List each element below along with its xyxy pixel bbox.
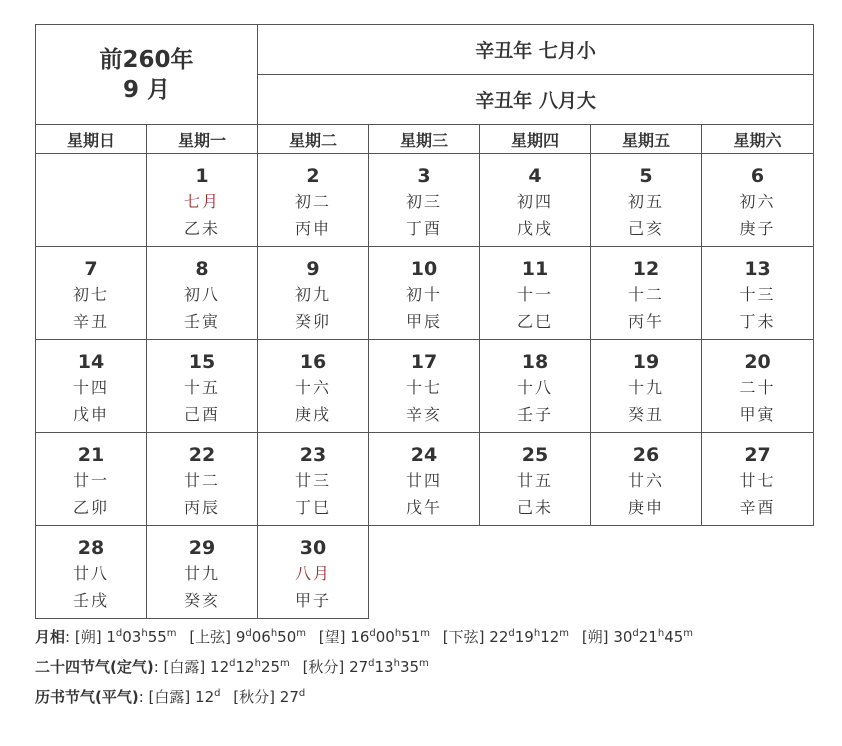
day-cell [702, 247, 814, 340]
term-hour: 13 [374, 658, 394, 676]
lunar-day: 初三 [406, 192, 443, 211]
lunar-day: 十六 [295, 378, 332, 397]
lunar-day: 十八 [517, 378, 554, 397]
ganzhi-day: 壬戌 [72, 591, 109, 610]
term-day: 12 [210, 658, 230, 676]
weekday-header-row [36, 125, 814, 154]
lunar-day: 七月 [184, 192, 221, 211]
ganzhi-day: 己酉 [184, 405, 221, 424]
term-day: 12 [195, 688, 215, 706]
weekday-header: 星期一 [147, 125, 258, 154]
day-number: 26 [632, 444, 660, 466]
ganzhi-day: 甲辰 [406, 312, 443, 331]
unit-m: m [559, 628, 570, 639]
weekday-header: 星期三 [369, 125, 480, 154]
ganzhi-day: 丙辰 [184, 498, 221, 517]
ganzhi-day: 辛酉 [739, 498, 776, 517]
day-cell [702, 154, 814, 247]
week-row [36, 526, 814, 619]
lunar-day: 廿七 [739, 471, 776, 490]
day-cell [591, 247, 702, 340]
phase-minute: 45 [664, 628, 684, 646]
weekday-header: 星期日 [36, 125, 147, 154]
day-number: 23 [299, 444, 327, 466]
day-cell [36, 340, 147, 433]
lunar-day: 初六 [739, 192, 776, 211]
day-number: 21 [77, 444, 105, 466]
ganzhi-day: 乙巳 [517, 312, 554, 331]
ganzhi-day: 戊戌 [517, 219, 554, 238]
weekday-header: 星期六 [702, 125, 814, 154]
day-number: 2 [306, 165, 320, 187]
lunar-day: 廿五 [517, 471, 554, 490]
phase-minute: 51 [401, 628, 421, 646]
day-cell [480, 340, 591, 433]
lunar-day: 廿三 [295, 471, 332, 490]
ganzhi-day: 己未 [517, 498, 554, 517]
day-cell [702, 433, 814, 526]
unit-m: m [166, 628, 177, 639]
ganzhi-day: 庚申 [628, 498, 665, 517]
lunar-day: 廿九 [184, 564, 221, 583]
unit-h: h [254, 658, 261, 669]
notes-section [35, 622, 825, 712]
phase-hour: 03 [122, 628, 142, 646]
day-number: 4 [528, 165, 542, 187]
ganzhi-day: 戊申 [72, 405, 109, 424]
lunar-day: 八月 [295, 564, 332, 583]
ganzhi-day: 庚戌 [295, 405, 332, 424]
lunar-month-2: 辛丑年 八月大 [258, 75, 814, 125]
day-cell [147, 340, 258, 433]
unit-m: m [419, 658, 429, 669]
unit-h: h [533, 628, 541, 639]
ganzhi-day: 辛丑 [72, 312, 109, 331]
day-cell [480, 247, 591, 340]
phase-name: [望] [318, 628, 346, 646]
ganzhi-day: 庚子 [739, 219, 776, 238]
lunar-day: 廿一 [72, 471, 109, 490]
unit-d: d [369, 628, 376, 639]
day-cell [258, 433, 369, 526]
day-number: 28 [77, 537, 105, 559]
unit-d: d [508, 628, 515, 639]
unit-d: d [368, 658, 375, 669]
lunar-day: 十九 [628, 378, 665, 397]
ganzhi-day: 乙卯 [72, 498, 109, 517]
day-number: 15 [188, 351, 216, 373]
unit-m: m [280, 658, 290, 669]
term-hour: 12 [235, 658, 255, 676]
lunar-day: 十五 [184, 378, 221, 397]
term-name: [秋分] [302, 658, 345, 676]
unit-d: d [245, 628, 252, 639]
day-cell [147, 433, 258, 526]
day-cell [591, 154, 702, 247]
solar-terms-line: 二十四节气(定气): [白露] 12$^d$12$^h$25$^m$ [秋分] 27$^d$13$^h$35$^m$ [35, 658, 429, 676]
calendar-table [35, 24, 814, 619]
term-name: [白露] [163, 658, 206, 676]
unit-d: d [229, 658, 236, 669]
phase-minute: 55 [147, 628, 167, 646]
ganzhi-day: 壬寅 [184, 312, 221, 331]
day-number: 9 [306, 258, 320, 280]
lunar-day: 初十 [406, 285, 443, 304]
unit-h: h [657, 628, 665, 639]
day-number: 7 [84, 258, 98, 280]
week-row [36, 247, 814, 340]
day-number: 10 [410, 258, 438, 280]
year-title: 前260年 [99, 46, 194, 73]
day-number: 24 [410, 444, 438, 466]
day-number: 29 [188, 537, 216, 559]
phase-name: [朔] [74, 628, 102, 646]
day-cell [258, 340, 369, 433]
lunar-day: 十七 [406, 378, 443, 397]
phase-minute: 50 [277, 628, 297, 646]
lunar-day: 初四 [517, 192, 554, 211]
lunar-day: 初二 [295, 192, 332, 211]
calendar-title [36, 25, 258, 125]
day-cell [258, 526, 369, 619]
phase-day: 22 [489, 628, 509, 646]
term-minute: 25 [260, 658, 281, 676]
calendar-weeks [36, 154, 814, 619]
unit-d: d [214, 688, 221, 699]
lunar-day: 廿二 [184, 471, 221, 490]
week-row [36, 340, 814, 433]
week-row [36, 154, 814, 247]
solar-terms-label: 二十四节气(定气) [35, 658, 154, 676]
lunar-month-1: 辛丑年 七月小 [258, 25, 814, 75]
day-number: 19 [632, 351, 660, 373]
day-cell [369, 340, 480, 433]
unit-m: m [296, 628, 306, 639]
term-day: 27 [279, 688, 299, 706]
day-cell [480, 154, 591, 247]
unit-h: h [393, 658, 400, 669]
mean-terms-label: 历书节气(平气) [35, 688, 139, 706]
unit-d: d [298, 688, 306, 699]
ganzhi-day: 丙午 [628, 312, 665, 331]
day-cell [36, 433, 147, 526]
lunar-day: 十二 [628, 285, 665, 304]
day-number: 14 [77, 351, 105, 373]
day-number: 1 [195, 165, 209, 187]
day-number: 6 [750, 165, 765, 187]
day-number: 3 [417, 165, 431, 187]
lunar-day: 二十 [739, 378, 776, 397]
phase-hour: 19 [514, 628, 534, 646]
ganzhi-day: 丁巳 [295, 498, 332, 517]
phase-hour: 06 [251, 628, 271, 646]
ganzhi-day: 丁酉 [406, 219, 443, 238]
lunar-day: 廿八 [72, 564, 109, 583]
day-number: 5 [639, 165, 653, 187]
lunar-day: 初八 [184, 285, 221, 304]
ganzhi-day: 癸亥 [184, 591, 221, 610]
unit-d: d [115, 628, 123, 639]
day-number: 22 [188, 444, 216, 466]
lunar-day: 十四 [72, 378, 109, 397]
day-number: 8 [195, 258, 209, 280]
day-cell [36, 526, 147, 619]
unit-m: m [683, 628, 694, 639]
day-cell [36, 247, 147, 340]
term-name: [白露] [148, 688, 191, 706]
unit-h: h [270, 628, 278, 639]
day-number: 20 [744, 351, 771, 373]
unit-m: m [420, 628, 431, 639]
day-number: 13 [744, 258, 771, 280]
day-number: 30 [299, 537, 327, 559]
ganzhi-day: 壬子 [517, 405, 554, 424]
lunar-day: 初五 [628, 192, 665, 211]
day-cell [147, 154, 258, 247]
day-cell [369, 247, 480, 340]
lunar-day: 初七 [72, 285, 109, 304]
ganzhi-day: 甲寅 [739, 405, 776, 424]
lunar-day: 十一 [517, 285, 554, 304]
phase-day: 1 [106, 628, 116, 646]
empty-cell [369, 526, 814, 619]
phase-hour: 00 [375, 628, 395, 646]
phase-minute: 12 [540, 628, 560, 646]
lunar-day: 十三 [739, 285, 776, 304]
phase-name: [下弦] [442, 628, 485, 646]
phase-hour: 21 [638, 628, 658, 646]
weekday-header: 星期二 [258, 125, 369, 154]
ganzhi-day: 辛亥 [406, 405, 443, 424]
phase-name: [朔] [581, 628, 609, 646]
day-number: 17 [410, 351, 438, 373]
ganzhi-day: 丙申 [295, 219, 332, 238]
ganzhi-day: 己亥 [628, 219, 665, 238]
unit-h: h [394, 628, 402, 639]
term-name: [秋分] [233, 688, 275, 706]
phase-name: [上弦] [189, 628, 232, 646]
lunar-day: 廿六 [628, 471, 665, 490]
month-title: 9 月 [123, 76, 171, 103]
unit-d: d [632, 628, 639, 639]
phase-day: 16 [350, 628, 370, 646]
week-row [36, 433, 814, 526]
ganzhi-day: 癸卯 [295, 312, 332, 331]
term-day: 27 [349, 658, 369, 676]
ganzhi-day: 乙未 [184, 219, 221, 238]
day-cell [36, 154, 147, 247]
day-number: 25 [521, 444, 549, 466]
phase-day: 9 [235, 628, 246, 646]
day-number: 11 [521, 258, 549, 280]
day-cell [369, 433, 480, 526]
moon-phase-line: 月相: [朔] 1$^d$03$^h$55$^m$ [上弦] 9$^d$06$^h$50$^m$ [望] 16$^d$00$^h$51$^m$ [下弦] 22$^d$19$^h$12$^m$ [朔] 30$^d$21$^h$45$^m$ [35, 628, 694, 646]
day-cell [369, 154, 480, 247]
day-cell [258, 154, 369, 247]
mean-terms-line: 历书节气(平气): [白露] 12$^d$ [秋分] 27$^d$ [35, 688, 306, 706]
day-cell [591, 433, 702, 526]
ganzhi-day: 癸丑 [628, 405, 665, 424]
day-number: 16 [299, 351, 327, 373]
lunar-day: 廿四 [406, 471, 443, 490]
day-cell [480, 433, 591, 526]
ganzhi-day: 甲子 [295, 591, 332, 610]
day-cell [591, 340, 702, 433]
day-cell [702, 340, 814, 433]
lunar-day: 初九 [295, 285, 332, 304]
unit-h: h [141, 628, 148, 639]
day-number: 18 [521, 351, 549, 373]
day-cell [147, 526, 258, 619]
day-number: 27 [744, 444, 771, 466]
ganzhi-day: 丁未 [739, 312, 776, 331]
ganzhi-day: 戊午 [406, 498, 443, 517]
weekday-header: 星期五 [591, 125, 702, 154]
weekday-header: 星期四 [480, 125, 591, 154]
term-minute: 35 [399, 658, 420, 676]
day-cell [147, 247, 258, 340]
day-number: 12 [632, 258, 660, 280]
phase-day: 30 [613, 628, 633, 646]
moon-phase-label: 月相 [35, 628, 66, 646]
day-cell [258, 247, 369, 340]
